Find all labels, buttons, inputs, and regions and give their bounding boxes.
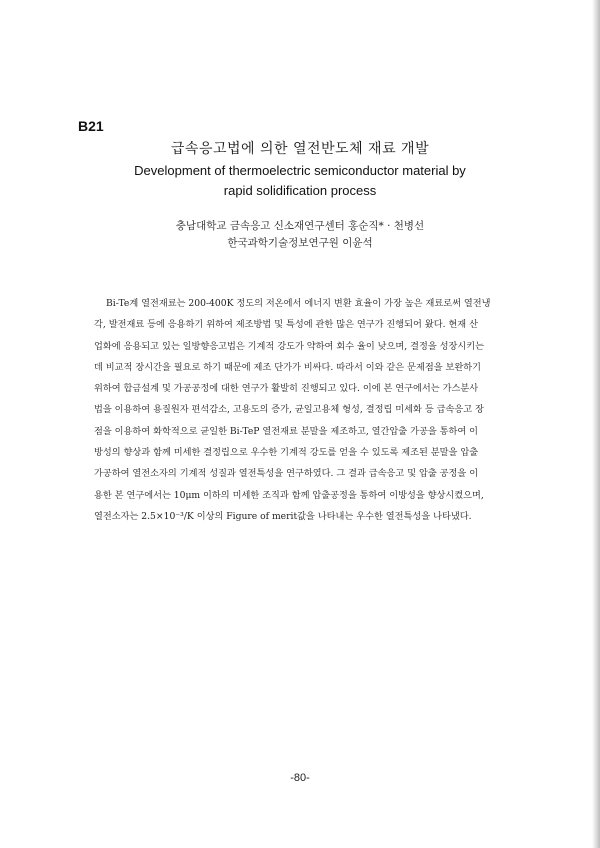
abstract-line: 가공하여 열전소자의 기계적 성질과 열전특성을 연구하였다. 그 결과 급속응고 및 압출 공정을 이 [94,468,479,480]
abstract-line: 각, 발전재료 등에 응용하기 위하여 제조방법 및 특성에 관한 많은 연구가 진행되어 왔다. 현재 산 [94,319,478,331]
abstract-line: Bi-Te계 열전재료는 200-400K 정도의 저온에서 에너지 변환 효율이 가장 높은 재료로써 열전냉 [106,298,491,309]
abstract-line: 용한 본 연구에서는 10μm 이하의 미세한 조직과 함께 압출공정을 통하여 이방성을 향상시켰으며, [94,489,484,501]
paper-title-english [0,161,600,201]
title-english-line: rapid solidification process [223,183,377,198]
abstract-line: 법을 이용하여 용질원자 편석감소, 고용도의 증가, 균일고용체 형성, 결정립 미세화 등 급속응고 장 [94,404,484,416]
abstract-line: 방성의 향상과 함께 미세한 결정립으로 우수한 기계적 강도를 얻을 수 있도록 제조된 분말을 압출 [94,447,479,459]
paper-code: B21 [78,118,104,134]
scan-edge-shadow [592,0,600,848]
abstract-line: 위하여 합금설계 및 가공공정에 대한 연구가 활발히 진행되고 있다. 이에 본 연구에서는 가스분사 [94,383,479,395]
page-number: -80- [290,772,310,784]
affiliation-line: 충남대학교 금속응고 신소재연구센터 홍순직* · 천병선 [175,220,425,232]
author-affiliations [0,218,600,252]
paper-title-korean: 급속응고법에 의한 열전반도체 재료 개발 [170,141,430,157]
abstract-line: 데 비교적 장시간을 필요로 하기 때문에 제조 단가가 비싸다. 따라서 이와 같은 문제점을 보완하기 [94,361,482,373]
abstract-body [94,293,536,527]
affiliation-line: 한국과학기술정보연구원 이윤석 [227,237,373,249]
abstract-line: 점을 이용하여 화학적으로 균일한 Bi-TeP 열전재료 분말을 제조하고, 열간압출 가공을 통하여 이 [94,425,479,437]
abstract-line: 열전소자는 2.5×10⁻³/K 이상의 Figure of merit값을 나타내는 우수한 열전특성을 나타냈다. [94,510,472,522]
title-english-line: Development of thermoelectric semiconductor material by [134,163,466,178]
abstract-line: 업화에 응용되고 있는 일방향응고법은 기계적 강도가 약하여 회수 율이 낮으며, 결정을 성장시키는 [94,340,485,352]
